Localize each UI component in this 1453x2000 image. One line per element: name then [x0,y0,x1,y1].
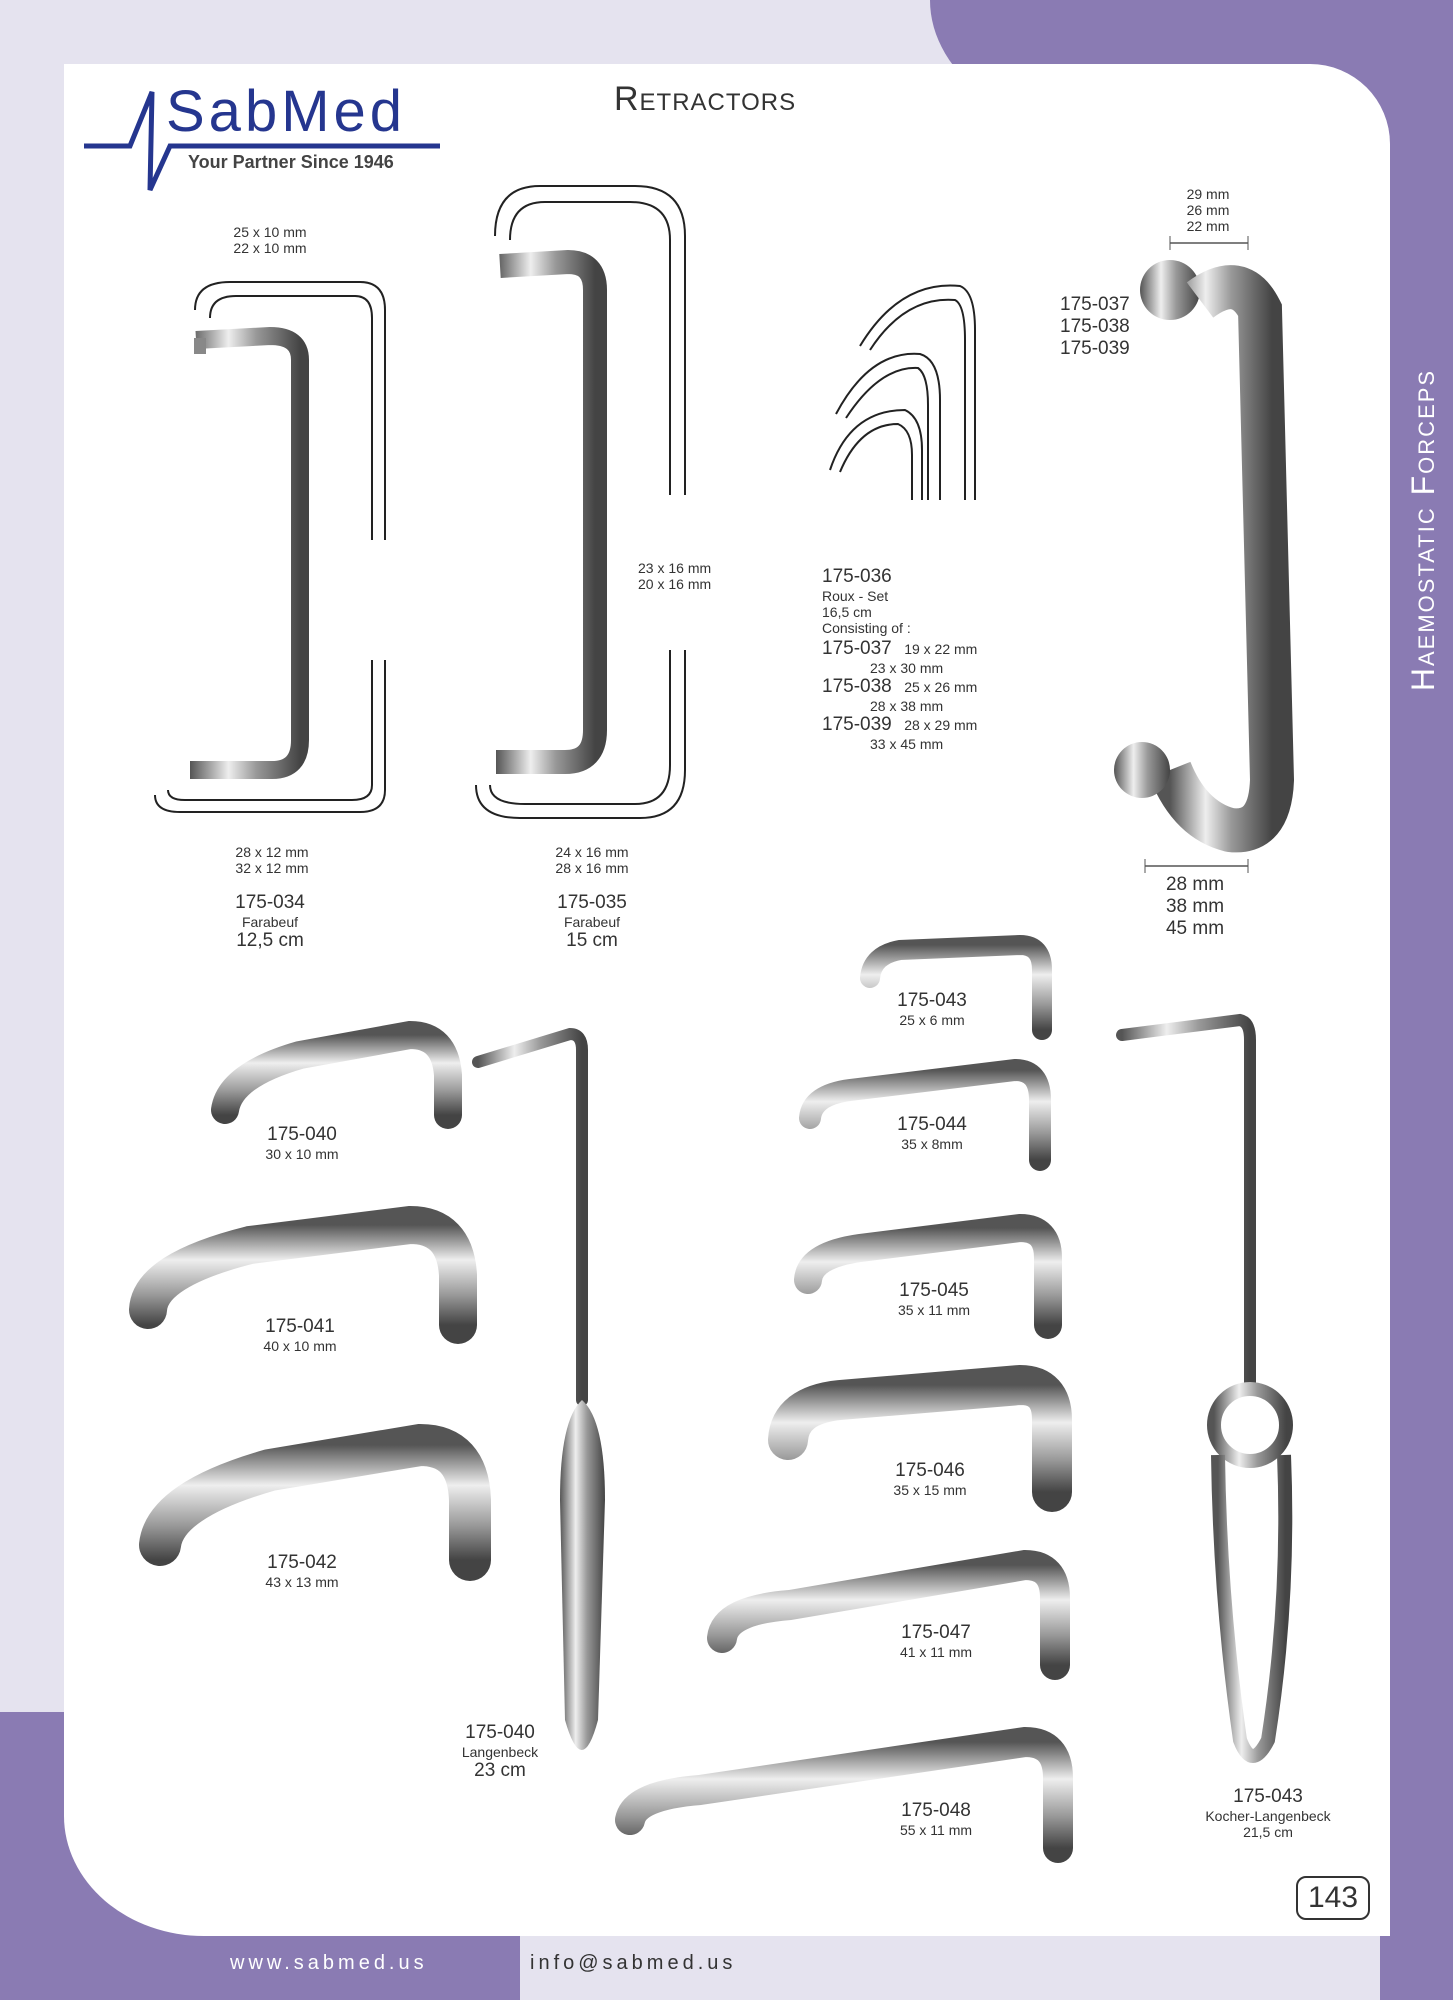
product-dims: 41 x 11 mm [899,1643,973,1660]
brand-logo: SabMed [166,79,407,144]
set-item [822,676,977,714]
product-name: Roux - Set [822,587,889,604]
product-code: 175-041 [265,1316,335,1337]
product-code: 175-044 [897,1114,967,1135]
item-dim: 28 x 29 mm [904,716,978,733]
farabeuf-035-illustration [476,186,685,818]
product-dims: 35 x 15 mm [893,1481,967,1498]
dim: 28 x 16 mm [555,860,629,877]
product-code: 175-040 [465,1722,535,1743]
dim: 32 x 12 mm [235,860,309,877]
langenbeck-illustration [478,1034,605,1750]
set-item [822,638,977,676]
product-size: 16,5 cm [822,603,872,620]
blade-041-illustration [148,1225,458,1325]
product-code: 175-046 [895,1460,965,1481]
farabeuf-034-illustration [155,282,385,812]
p036-items [822,638,977,752]
product-dims: 30 x 10 mm [265,1145,339,1162]
p040-caption [252,1124,352,1162]
footer-website[interactable]: www.sabmed.us [230,1952,428,1974]
product-dims: 43 x 13 mm [265,1573,339,1590]
p037set-bottom-dims [1155,874,1235,940]
product-dims: 35 x 11 mm [897,1301,971,1318]
blade-048-illustration [630,1742,1058,1848]
p037set-top-dims [1168,186,1248,234]
product-dims: 35 x 8mm [901,1135,963,1152]
roux-set-illustration [1114,236,1272,873]
product-name: Farabeuf [241,913,299,930]
p035-bottom-dims [542,844,642,876]
p034-caption [220,892,320,952]
dim: 25 x 10 mm [233,224,307,240]
roux-hooks-illustration [830,286,975,501]
footer-email[interactable]: info@sabmed.us [530,1952,737,1974]
item-code: 175-039 [822,713,892,735]
dim: 22 mm [1186,218,1230,235]
item-dim: 33 x 45 mm [870,735,944,752]
p034-top-dims [220,224,320,256]
product-code: 175-036 [822,566,892,587]
product-code: 175-037 [1060,294,1130,315]
product-code: 175-034 [235,892,305,913]
product-code: 175-048 [901,1800,971,1821]
page-number: 143 [1296,1876,1370,1920]
p035-caption [542,892,642,952]
p034-bottom-dims [222,844,322,876]
p042-caption [252,1552,352,1590]
dim: 29 mm [1186,186,1230,202]
p044-caption [882,1114,982,1152]
product-code: 175-035 [557,892,627,913]
item-code: 175-038 [822,675,892,697]
set-item [822,714,977,752]
product-code: 175-040 [267,1124,337,1145]
dim: 26 mm [1186,202,1230,219]
p040lang-caption [450,1722,550,1782]
product-dims: 55 x 11 mm [899,1821,973,1838]
product-size: 15 cm [566,929,618,951]
section-tab-label: Haemostatic Forceps [1405,368,1441,692]
dim: 24 x 16 mm [555,844,629,860]
item-code: 175-037 [822,638,892,659]
dim: 28 x 12 mm [235,844,309,860]
product-code: 175-039 [1060,337,1130,359]
p046-caption [880,1460,980,1498]
p035-top-dims [638,560,738,592]
p048-caption [886,1800,986,1838]
blade-040-illustration [225,1035,448,1115]
p037set-codes [1060,294,1130,360]
product-code: 175-047 [901,1622,971,1643]
dim: 38 mm [1165,895,1225,917]
item-dim: 28 x 38 mm [870,697,944,714]
blade-042-illustration [160,1445,470,1560]
p047-caption [886,1622,986,1660]
p043-caption [882,990,982,1028]
p043kl-caption [1188,1786,1348,1840]
product-code: 175-043 [1233,1786,1303,1807]
product-code: 175-045 [899,1280,969,1301]
item-dim: 25 x 26 mm [904,678,978,695]
p036-caption [822,566,911,636]
product-dims: 40 x 10 mm [263,1337,337,1354]
product-name: Kocher-Langenbeck [1205,1807,1331,1824]
dim: 45 mm [1165,917,1225,939]
product-code: 175-042 [267,1552,337,1573]
product-code: 175-038 [1060,315,1130,337]
item-dim: 19 x 22 mm [904,641,978,657]
brand-tagline: Your Partner Since 1946 [188,152,394,172]
product-size: 12,5 cm [236,929,304,951]
product-name: Langenbeck [461,1743,539,1760]
dim: 28 mm [1165,874,1225,895]
dim: 20 x 16 mm [638,576,712,593]
product-size: 23 cm [474,1759,526,1781]
kocher-langenbeck-illustration [1122,1020,1286,1756]
page-title: Retractors [614,80,797,118]
dim: 22 x 10 mm [233,240,307,257]
product-name: Farabeuf [563,913,621,930]
product-size: 21,5 cm [1243,1823,1293,1840]
p041-caption [250,1316,350,1354]
product-dims: 25 x 6 mm [899,1011,965,1028]
product-code: 175-043 [897,990,967,1011]
consisting-label: Consisting of : [822,620,911,637]
dim: 23 x 16 mm [638,560,712,576]
p045-caption [884,1280,984,1318]
item-dim: 23 x 30 mm [870,659,944,676]
